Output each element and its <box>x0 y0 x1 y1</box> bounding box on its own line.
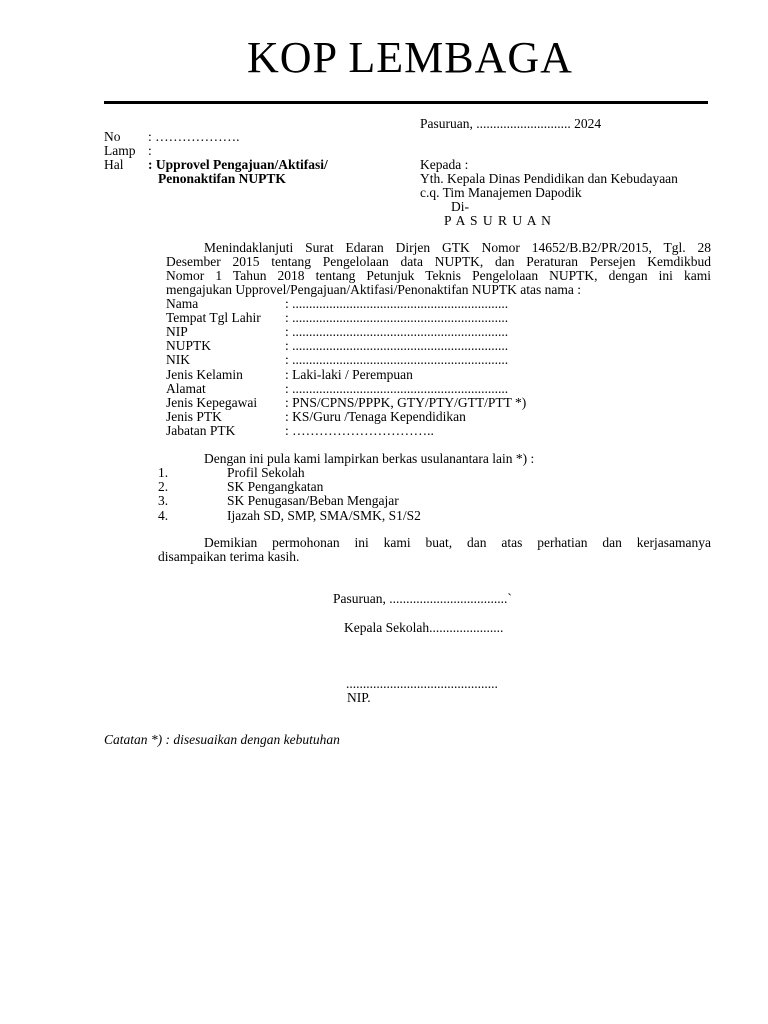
field-value-alamat: : ................................................................ <box>285 381 509 396</box>
list-item: SK Penugasan/Beban Mengajar <box>227 493 399 508</box>
field-value-jenis-kepegawai: : PNS/CPNS/PPPK, GTY/PTY/GTT/PTT *) <box>285 395 527 410</box>
field-label-jenis-kelamin: Jenis Kelamin <box>166 367 243 382</box>
recipient-kepada: Kepada : <box>420 157 469 172</box>
list-item: Ijazah SD, SMP, SMA/SMK, S1/S2 <box>227 508 421 523</box>
hal-label: Hal <box>104 157 124 172</box>
field-value-nuptk: : ................................................................ <box>285 338 509 353</box>
field-value-jenis-kelamin: : Laki-laki / Perempuan <box>285 367 413 382</box>
field-label-alamat: Alamat <box>166 381 206 396</box>
closing-line: Demikian permohonan ini kami buat, dan atas perhatian dan kerjasamanya <box>204 535 711 550</box>
field-label-jabatan-ptk: Jabatan PTK <box>166 423 236 438</box>
signature-nip: NIP. <box>347 690 371 705</box>
list-number: 4. <box>158 508 169 523</box>
paragraph2: Dengan ini pula kami lampirkan berkas usulanantara lain *) : <box>204 451 535 466</box>
letterhead-title: KOP LEMBAGA <box>247 33 573 82</box>
field-label-nama: Nama <box>166 296 199 311</box>
signature-name-line: ............................................. <box>346 676 498 691</box>
list-item: Profil Sekolah <box>227 465 305 480</box>
signature-place-date: Pasuruan, ...................................` <box>333 591 512 606</box>
list-number: 1. <box>158 465 169 480</box>
hal-value-line1: : Upprovel Pengajuan/Aktifasi/ <box>148 157 328 172</box>
recipient-line2: c.q. Tim Manajemen Dapodik <box>420 185 582 200</box>
paragraph1-line: mengajukan Upprovel/Pengajuan/Aktifasi/Penonaktifan NUPTK atas nama : <box>166 282 582 297</box>
list-number: 2. <box>158 479 169 494</box>
field-value-jabatan-ptk: : ………………………….. <box>285 423 434 438</box>
lamp-value: : <box>148 143 152 158</box>
field-label-nip: NIP <box>166 324 188 339</box>
field-value-jenis-ptk: : KS/Guru /Tenaga Kependidikan <box>285 409 466 424</box>
field-label-nik: NIK <box>166 352 190 367</box>
recipient-di: Di- <box>451 199 469 214</box>
field-label-ttl: Tempat Tgl Lahir <box>166 310 261 325</box>
closing-line: disampaikan terima kasih. <box>158 549 300 564</box>
field-value-nik: : ................................................................ <box>285 352 509 367</box>
paragraph1-line: Desember 2015 tentang Pengelolaan data NUPTK, dan Peraturan Persejen Kemdikbud <box>166 254 711 269</box>
no-label: No <box>104 129 121 144</box>
no-value: : ………………. <box>148 129 240 144</box>
field-value-ttl: : ................................................................ <box>285 310 509 325</box>
field-label-jenis-kepegawai: Jenis Kepegawai <box>166 395 258 410</box>
lamp-label: Lamp <box>104 143 136 158</box>
paragraph1-line: Nomor 1 Tahun 2018 tentang Petunjuk Teknis Pengelolaan NUPTK, dengan ini kami <box>166 268 711 283</box>
hal-value-line2: Penonaktifan NUPTK <box>158 171 286 186</box>
field-label-nuptk: NUPTK <box>166 338 212 353</box>
list-number: 3. <box>158 493 169 508</box>
recipient-city: P A S U R U A N <box>444 213 552 228</box>
footnote: Catatan *) : disesuaikan dengan kebutuhan <box>104 732 340 747</box>
date-line: Pasuruan, ............................ 2024 <box>420 116 602 131</box>
paragraph1-line: Menindaklanjuti Surat Edaran Dirjen GTK Nomor 14652/B.B2/PR/2015, Tgl. 28 <box>204 240 711 255</box>
signature-role: Kepala Sekolah...................... <box>344 620 504 635</box>
letterhead-rule <box>104 101 708 104</box>
list-item: SK Pengangkatan <box>227 479 324 494</box>
field-value-nip: : ................................................................ <box>285 324 509 339</box>
field-label-jenis-ptk: Jenis PTK <box>166 409 222 424</box>
field-value-nama: : ................................................................ <box>285 296 509 311</box>
recipient-line1: Yth. Kepala Dinas Pendidikan dan Kebudayaan <box>420 171 678 186</box>
